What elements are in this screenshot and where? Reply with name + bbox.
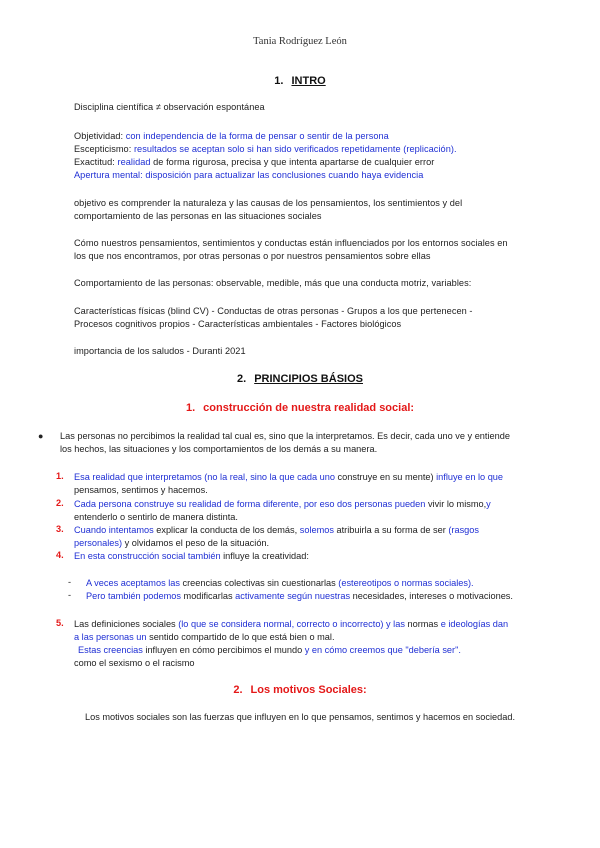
- escepticismo-label: Escepticismo:: [74, 144, 134, 154]
- text-span: explicar la conducta de los demás,: [156, 525, 300, 535]
- list-number: 1.: [56, 471, 64, 481]
- text-span: definiciones sociales: [91, 619, 179, 629]
- text-span: influye en lo que: [436, 472, 504, 482]
- text-span: atribuirla a su forma de ser: [336, 525, 449, 535]
- text-span: influyen en cómo percibimos el mundo: [145, 645, 305, 655]
- motivos-paragraph: Los motivos sociales son las fuerzas que influyen en lo que pensamos, sentimos y hacemos en sociedad.: [84, 712, 515, 722]
- text-span: Pero también podemos: [86, 591, 184, 601]
- exactitud-label: Exactitud:: [74, 157, 118, 167]
- list-item-5-line3: [78, 644, 568, 657]
- text-span: solemos: [299, 525, 337, 535]
- subsection-number: 2.: [233, 684, 243, 696]
- text-span: normas: [407, 619, 441, 629]
- intro-escepticismo: [74, 143, 534, 156]
- list-item-3-line2: [74, 537, 564, 550]
- section-number: 2.: [237, 373, 247, 385]
- intro-objetivo-line2: comportamiento de las personas en las situaciones sociales: [74, 211, 322, 221]
- text-span: modificarlas: [183, 591, 236, 601]
- intro-comportamiento: Comportamiento de las personas: observable, medible, más que una conducta motriz, variables:: [74, 278, 472, 288]
- section-title: PRINCIPIOS BÁSIOS: [254, 373, 363, 385]
- subsection-title: Los motivos Sociales:: [250, 684, 367, 696]
- list-number: 2.: [56, 498, 64, 508]
- list-number: 5.: [56, 618, 64, 628]
- list-item-1-line2: pensamos, sentimos y hacemos.: [74, 485, 208, 495]
- text-span: Cuando intentamos: [74, 525, 157, 535]
- list-item-1-line1: [74, 471, 564, 484]
- author-name: Tania Rodríguez León: [253, 36, 347, 47]
- list-item-3-line1: [74, 524, 564, 537]
- subsection-number: 1.: [185, 402, 196, 414]
- section-title: INTRO: [291, 75, 326, 87]
- list-item-2-line1: [74, 498, 564, 511]
- text-span: (estereotipos o normas sociales).: [338, 578, 474, 588]
- subsection-heading-motivos: [0, 684, 600, 696]
- intro-objetivo-line1: objetivo es comprender la naturaleza y las causas de los pensamientos, los sentimientos y del: [74, 198, 463, 208]
- bullet-line2: los hechos, las situaciones y los comportamientos de los demás a su manera.: [60, 444, 378, 454]
- list-item-5-line2: [74, 631, 564, 644]
- exactitud-text: de forma rigurosa, precisa y que intenta apartarse de cualquier error: [150, 157, 435, 167]
- text-span: Las: [74, 619, 92, 629]
- intro-apertura: Apertura mental: disposición para actualizar las conclusiones cuando haya evidencia: [74, 170, 424, 180]
- objetividad-label: Objetividad:: [74, 131, 126, 141]
- bullet-line1: Las personas no percibimos la realidad tal cual es, sino que la interpretamos. Es decir, cada uno ve y entiende: [60, 431, 510, 441]
- dash-marker: -: [68, 590, 72, 600]
- dash-marker: -: [68, 577, 72, 587]
- list-number: 4.: [56, 550, 64, 560]
- intro-saludos: importancia de los saludos - Duranti 2021: [74, 346, 246, 356]
- text-span: Estas creencias: [78, 645, 146, 655]
- sublist-item-1: [86, 577, 566, 590]
- section-heading-principios: [0, 373, 600, 385]
- intro-caracteristicas-line1: Características físicas (blind CV) - Conductas de otras personas - Grupos a los que pertenecen -: [74, 306, 473, 316]
- intro-caracteristicas-line2: Procesos cognitivos propios - Características ambientales - Factores biológicos: [74, 319, 402, 329]
- list-item-4-line1: [74, 550, 564, 563]
- text-span: Esa realidad que interpretamos (no la real, sino la que cada uno: [74, 472, 338, 482]
- text-span: construye en su mente): [337, 472, 437, 482]
- text-span: vivir lo mismo,: [427, 499, 487, 509]
- intro-disciplina: Disciplina científica ≠ observación espontánea: [74, 102, 265, 112]
- exactitud-realidad: realidad: [117, 157, 151, 167]
- text-span: (lo que se considera normal, correcto o incorrecto) y las: [178, 619, 408, 629]
- intro-exactitud: [74, 156, 534, 169]
- list-item-5-line1: [74, 618, 564, 631]
- list-item-2-line2: entenderlo o sentirlo de manera distinta.: [74, 512, 238, 522]
- bullet-dot-icon: ●: [38, 431, 44, 441]
- text-span: sentido compartido de lo que está bien o mal.: [149, 632, 335, 642]
- section-number: 1.: [274, 75, 284, 87]
- text-span: a las personas un: [74, 632, 150, 642]
- text-span: activamente según nuestras: [235, 591, 353, 601]
- text-span: influye la creatividad:: [223, 551, 309, 561]
- subsection-heading-construccion: [0, 402, 600, 414]
- list-number: 3.: [56, 524, 64, 534]
- subsection-title: construcción de nuestra realidad social:: [203, 402, 415, 414]
- text-span: y en cómo creemos que "debería ser".: [304, 645, 461, 655]
- escepticismo-text: resultados se aceptan solo si han sido verificados repetidamente (replicación).: [133, 144, 457, 154]
- intro-como-line2: los que nos encontramos, por otras personas o por nuestros pensamientos sobre ellas: [74, 251, 431, 261]
- text-span: y olvidamos el peso de la situación.: [124, 538, 270, 548]
- objetividad-text: con independencia de la forma de pensar o sentir de la persona: [125, 131, 389, 141]
- list-item-5-line4: como el sexismo o el racismo: [74, 658, 195, 668]
- text-span: A veces aceptamos las: [86, 578, 183, 588]
- sublist-item-2: [86, 590, 566, 603]
- intro-como-line1: Cómo nuestros pensamientos, sentimientos y conductas están influenciados por los entornos sociales en: [74, 238, 508, 248]
- text-span: En esta construcción social también: [74, 551, 224, 561]
- text-span: creencias colectivas sin cuestionarlas: [182, 578, 339, 588]
- text-span: personales): [74, 538, 125, 548]
- intro-objetividad: [74, 130, 534, 143]
- section-heading-intro: [0, 75, 600, 87]
- text-span: e ideologías dan: [440, 619, 509, 629]
- text-span: y: [486, 499, 491, 509]
- text-span: necesidades, intereses o motivaciones.: [352, 591, 513, 601]
- text-span: (rasgos: [448, 525, 479, 535]
- text-span: Cada persona construye su realidad de forma diferente, por eso dos personas pueden: [74, 499, 428, 509]
